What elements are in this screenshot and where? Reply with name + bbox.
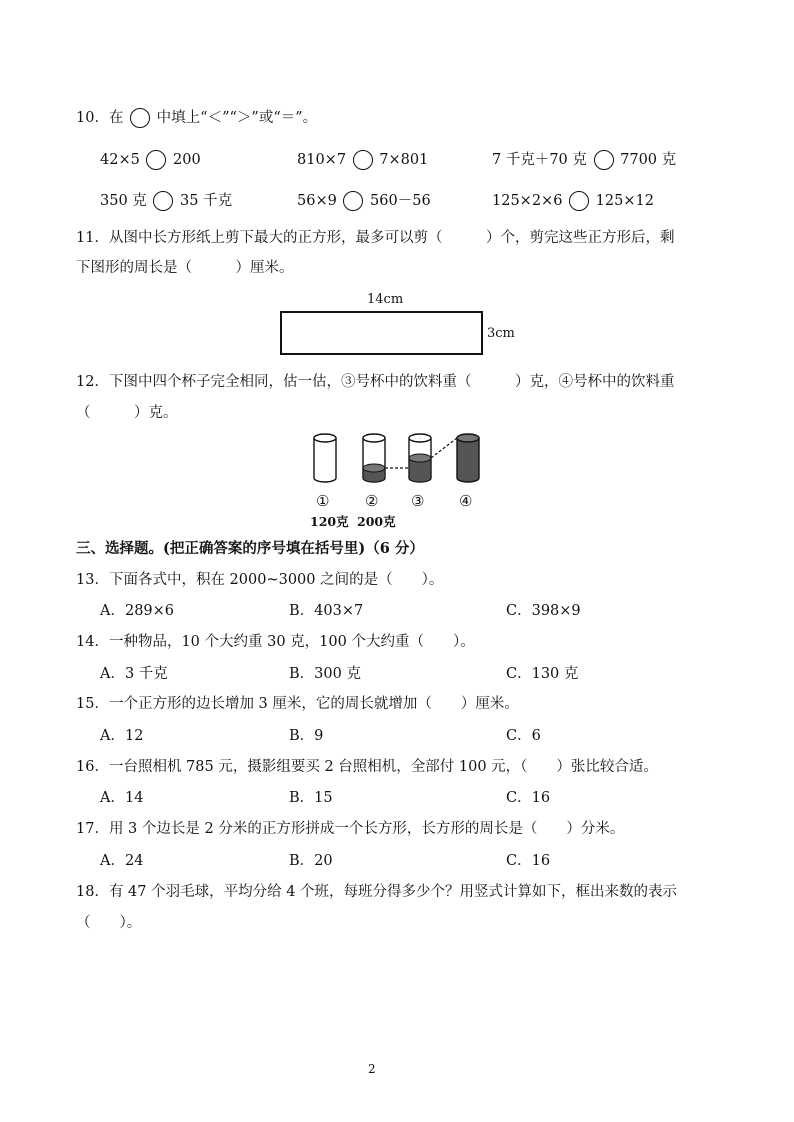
compare-circle[interactable] <box>146 150 166 170</box>
q10-row1-item3 <box>492 150 676 170</box>
q10-expr-right: 560－56 <box>370 193 431 209</box>
q15-option-a[interactable]: A．12 <box>100 728 144 744</box>
rect-height-label: 3cm <box>487 326 515 341</box>
q17-option-a[interactable]: A．24 <box>100 853 144 869</box>
q10-expr-right: 7700 克 <box>620 152 677 168</box>
q10-expr-right: 200 <box>173 152 201 168</box>
compare-circle[interactable] <box>353 150 373 170</box>
q10-row1-item2 <box>297 150 428 170</box>
q14-option-c[interactable]: C．130 克 <box>506 666 579 682</box>
q16-option-b[interactable]: B．15 <box>289 790 333 806</box>
q13-option-a[interactable]: A．289×6 <box>100 603 175 619</box>
compare-circle[interactable] <box>153 191 173 211</box>
q10-expr-left: 42×5 <box>100 152 140 168</box>
cup-label-3: ③ <box>411 492 425 510</box>
q10-expr-left: 56×9 <box>297 193 337 209</box>
q10-expr-right: 35 千克 <box>180 193 233 209</box>
cup-4 <box>457 434 479 482</box>
q15-option-b[interactable]: B．9 <box>289 728 324 744</box>
q13-option-c[interactable]: C．398×9 <box>506 603 581 619</box>
q14-option-a[interactable]: A．3 千克 <box>100 666 168 682</box>
q18-line1: 18．有 47 个羽毛球，平均分给 4 个班，每班分得多少个？用竖式计算如下，框出来数的表示 <box>76 884 678 900</box>
q10-row2-item1 <box>100 191 232 211</box>
q16-option-c[interactable]: C．16 <box>506 790 551 806</box>
cup-label-1: ① <box>316 492 330 510</box>
q16-option-a[interactable]: A．14 <box>100 790 144 806</box>
q10-text-a: 10．在 <box>76 110 124 126</box>
cup-2 <box>363 434 385 482</box>
q10-expr-left: 350 克 <box>100 193 147 209</box>
q10-text-b: 中填上“＜”“＞”或“＝”。 <box>156 110 318 126</box>
q16-text: 16．一台照相机 785 元，摄影组要买 2 台照相机，全部付 100 元，（ ）张比较合适。 <box>76 759 658 775</box>
q14-option-b[interactable]: B．300 克 <box>289 666 361 682</box>
q17-option-b[interactable]: B．20 <box>289 853 333 869</box>
compare-circle[interactable] <box>569 191 589 211</box>
section-3-heading: 三、选择题。(把正确答案的序号填在括号里)（6 分） <box>76 540 424 557</box>
cup-label-2: ② <box>365 492 379 510</box>
cup-weight-1: 120克 <box>310 514 349 529</box>
level-line-2 <box>431 438 457 458</box>
cups-figure <box>300 428 500 488</box>
rect-width-label: 14cm <box>367 292 404 307</box>
q11-line1: 11．从图中长方形纸上剪下最大的正方形，最多可以剪（ ）个，剪完这些正方形后，剩 <box>76 230 675 246</box>
cup-3 <box>409 434 431 482</box>
q11-line2: 下图形的周长是（ ）厘米。 <box>76 260 294 276</box>
q10-expr-left: 125×2×6 <box>492 193 563 209</box>
q13-option-b[interactable]: B．403×7 <box>289 603 364 619</box>
q10-expr-left: 810×7 <box>297 152 347 168</box>
q15-text: 15．一个正方形的边长增加 3 厘米，它的周长就增加（ ）厘米。 <box>76 696 519 712</box>
q14-text: 14．一种物品，10 个大约重 30 克，100 个大约重（ ）。 <box>76 634 475 650</box>
compare-circle[interactable] <box>343 191 363 211</box>
q10-prompt <box>76 108 317 128</box>
q15-option-c[interactable]: C．6 <box>506 728 541 744</box>
rectangle-figure <box>280 311 483 355</box>
compare-circle[interactable] <box>594 150 614 170</box>
q12-line2: （ ）克。 <box>76 405 178 421</box>
q12-line1: 12．下图中四个杯子完全相同，估一估，③号杯中的饮料重（ ）克，④号杯中的饮料重 <box>76 374 675 390</box>
q17-option-c[interactable]: C．16 <box>506 853 551 869</box>
blank-circle[interactable] <box>130 108 150 128</box>
page-number: 2 <box>368 1062 376 1076</box>
cup-1 <box>314 434 336 482</box>
q10-expr-left: 7 千克＋70 克 <box>492 152 587 168</box>
q10-expr-right: 125×12 <box>595 193 654 209</box>
q18-line2: （ ）。 <box>76 915 142 931</box>
cup-weight-2: 200克 <box>357 514 396 529</box>
q10-row2-item2 <box>297 191 431 211</box>
q17-text: 17．用 3 个边长是 2 分米的正方形拼成一个长方形，长方形的周长是（ ）分米。 <box>76 821 625 837</box>
q10-row2-item3 <box>492 191 654 211</box>
q10-row1-item1 <box>100 150 201 170</box>
q13-text: 13．下面各式中，积在 2000~3000 之间的是（ ）。 <box>76 572 444 588</box>
q10-expr-right: 7×801 <box>379 152 429 168</box>
cup-label-4: ④ <box>459 492 473 510</box>
